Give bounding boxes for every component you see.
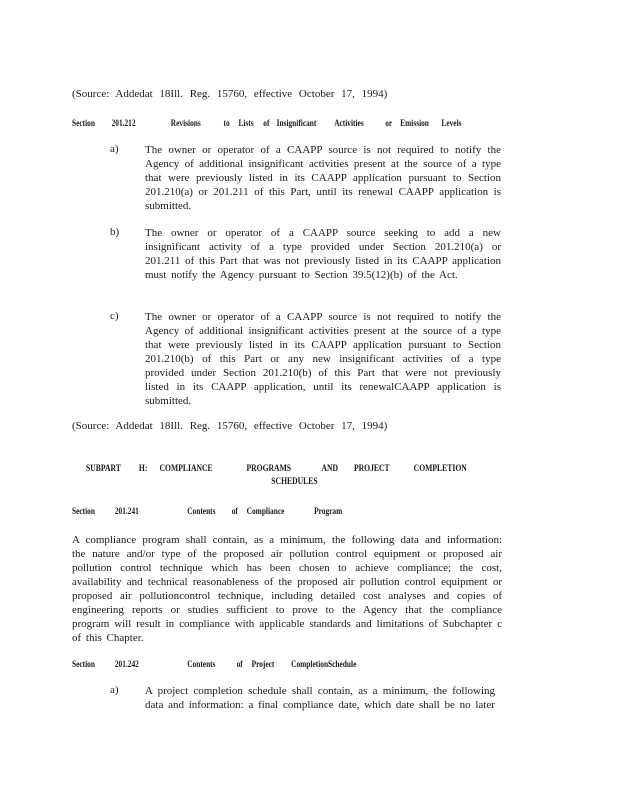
section-title-word: of: [263, 118, 270, 128]
item-text: A project completion schedule shall contain, as a minimum, the following data and information: a final compliance date, which date shall be no later: [145, 685, 495, 711]
subpart-heading: [86, 463, 467, 486]
item-text: The owner or operator of a CAAPP source is not required to notify the Agency of additional insignificant activities present at the source of a type that were previously listed in its CAAPP application pursuant to Section 201.210(b) of this Part or any new insignificant activities of a type provided under Section 201.210(b) of this Part that were not previously listed in its CAAPP application, until its renewalCAAPP application is submitted.: [145, 311, 501, 407]
subpart-label: SUBPART: [86, 463, 121, 473]
source-note: (Source: Addedat 18Ill. Reg. 15760, effective October 17, 1994): [72, 88, 388, 100]
section-heading-201-242: [72, 659, 449, 669]
section-title-word: Program: [314, 506, 343, 516]
section-title-word: Insignificant: [276, 118, 317, 128]
section-heading-201-212: [72, 118, 462, 128]
section-title-word: CompletionSchedule: [291, 659, 357, 669]
section-title-word: or: [385, 118, 393, 128]
section-number: 201.212: [111, 118, 136, 128]
section-word: Section: [72, 659, 95, 669]
section-title-word: Project: [251, 659, 275, 669]
item-label: c): [110, 310, 119, 322]
section-word: Section: [72, 118, 95, 128]
section-title-word: Contents: [187, 506, 216, 516]
subpart-word: PROGRAMS: [246, 463, 292, 473]
section-title-word: to: [223, 118, 230, 128]
section-heading-201-241: [72, 506, 449, 516]
item-text: The owner or operator of a CAAPP source is not required to notify the Agency of additional insignificant activities present at the source of a type that were previously listed in its CAAPP application pursuant to Section 201.210(a) or 201.211 of this Part, until its renewal CAAPP application is submitted.: [145, 144, 501, 212]
subpart-word: COMPLETION: [413, 463, 467, 473]
item-text: The owner or operator of a CAAPP source seeking to add a new insignificant activity of a type provided under Section 201.210(a) or 201.211 of this Part that was not previously listed in its CAAPP application must notify the Agency pursuant to Section 39.5(12)(b) of the Act.: [145, 227, 501, 281]
section-number: 201.241: [114, 506, 139, 516]
section-number: 201.242: [114, 659, 139, 669]
item-label: a): [110, 143, 119, 155]
source-note: (Source: Addedat 18Ill. Reg. 15760, effective October 17, 1994): [72, 420, 388, 432]
section-title-word: Contents: [187, 659, 216, 669]
item-label: b): [110, 226, 120, 238]
section-word: Section: [72, 506, 95, 516]
section-title-word: Emission: [400, 118, 429, 128]
subpart-letter: H:: [138, 463, 148, 473]
section-title-word: Activities: [334, 118, 364, 128]
section-title-word: of: [231, 506, 238, 516]
section-title-word: Levels: [441, 118, 462, 128]
subpart-word: AND: [321, 463, 339, 473]
section-paragraph: A compliance program shall contain, as a minimum, the following data and information: the nature and/or type of the proposed air pollution control equipment or proposed air pollution control technique which has been chosen to achieve compliance; the cost, availability and technical reasonableness of the proposed air pollution control equipment or proposed air pollutioncontrol technique, including detailed cost analyses and copies of engineering reports or studies sufficient to prove to the Agency that the compliance program will result in compliance with applicable standards and limitations of Subchapter c of this Chapter.: [72, 534, 502, 644]
section-title-word: Compliance: [246, 506, 285, 516]
section-title-word: of: [236, 659, 243, 669]
subpart-word: PROJECT: [353, 463, 390, 473]
section-title-word: Revisions: [170, 118, 201, 128]
subpart-word: COMPLIANCE: [159, 463, 213, 473]
item-label: a): [110, 684, 119, 696]
subpart-line2: SCHEDULES: [271, 476, 318, 486]
section-title-word: Lists: [238, 118, 254, 128]
